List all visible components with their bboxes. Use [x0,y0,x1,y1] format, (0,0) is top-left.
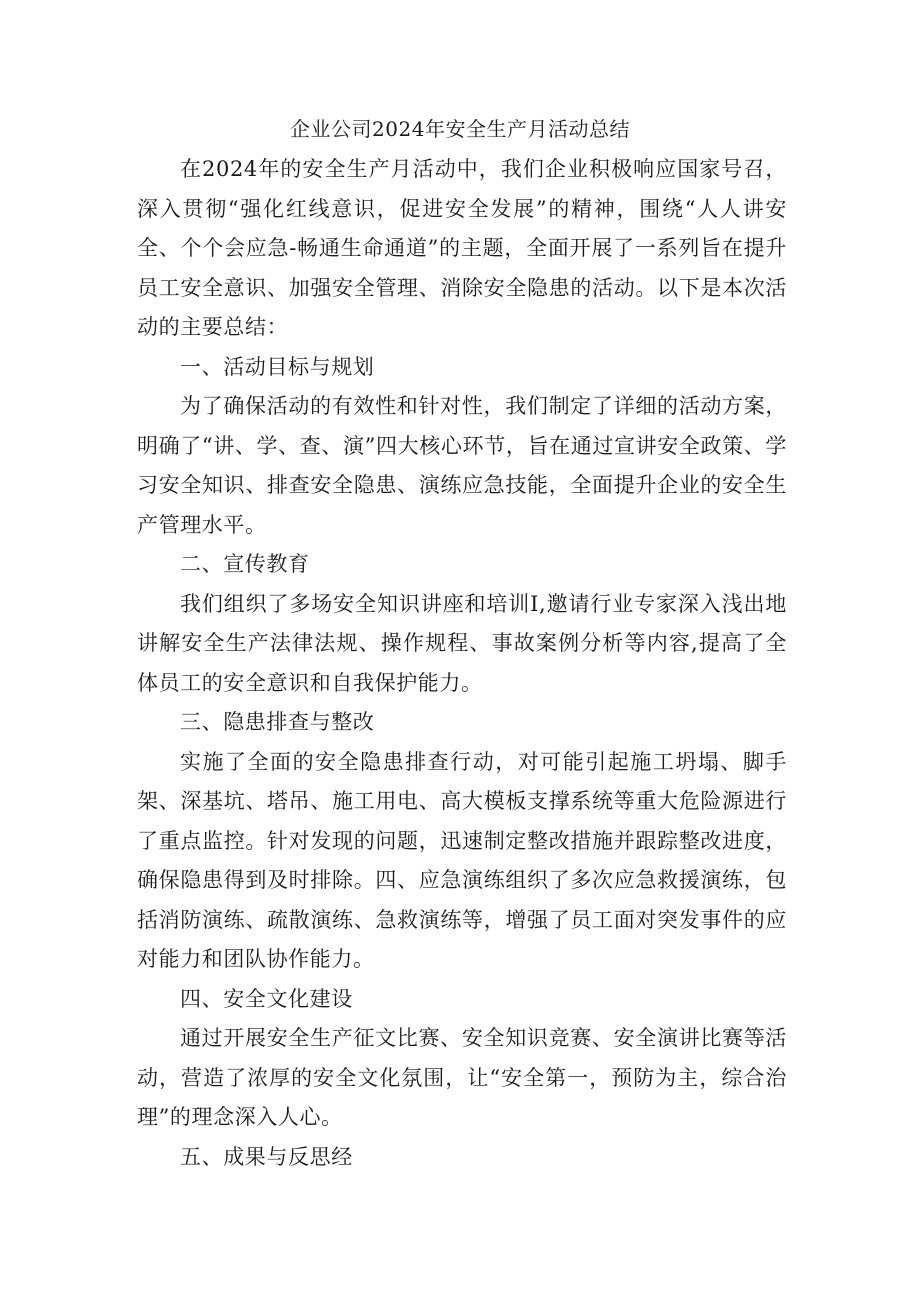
culture-paragraph: 通过开展安全生产征文比赛、安全知识竞赛、安全演讲比赛等活动，营造了浓厚的安全文化氛围，让“安全第一，预防为主，综合治理”的理念深入人心。 [137,1026,787,1129]
education-paragraph: 我们组织了多场安全知识讲座和培训I,邀请行业专家深入浅出地讲解安全生产法律法规、操作规程、事故案例分析等内容,提高了全体员工的安全意识和自我保护能力。 [137,591,787,695]
section-heading-goals: 一、活动目标与规划 [180,354,375,379]
document-title: 企业公司2024年安全生产月活动总结 [290,117,630,141]
document-body [137,150,787,1177]
intro-paragraph: 在2024年的安全生产月活动中，我们企业积极响应国家号召，深入贯彻“强化红线意识，促进安全发展”的精神，围绕“人人讲安全、个个会应急-畅通生命通道”的主题，全面开展了一系列旨在提升员工安全意识、加强安全管理、消除安全隐患的活动。以下是本次活动的主要总结： [137,157,787,339]
section-heading-hazards: 三、隐患排查与整改 [180,710,375,734]
section-heading-culture: 四、安全文化建设 [180,986,353,1011]
goals-paragraph: 为了确保活动的有效性和针对性，我们制定了详细的活动方案，明确了“讲、学、查、演”四大核心环节，旨在通过宣讲安全政策、学习安全知识、排查安全隐患、演练应急技能，全面提升企业的安全生产管理水平。 [137,394,787,537]
section-heading-results: 五、成果与反思经 [180,1144,353,1169]
section-heading-education: 二、宣传教育 [180,552,310,576]
hazards-paragraph: 实施了全面的安全隐患排查行动，对可能引起施工坍塌、脚手架、深基坑、塔吊、施工用电、高大模板支撑系统等重大危险源进行了重点监控。针对发现的问题，迅速制定整改措施并跟踪整改进度，确保隐患得到及时排除。四、应急演练组织了多次应急救援演练，包括消防演练、疏散演练、急救演练等，增强了员工面对突发事件的应对能力和团队协作能力。 [137,749,787,971]
